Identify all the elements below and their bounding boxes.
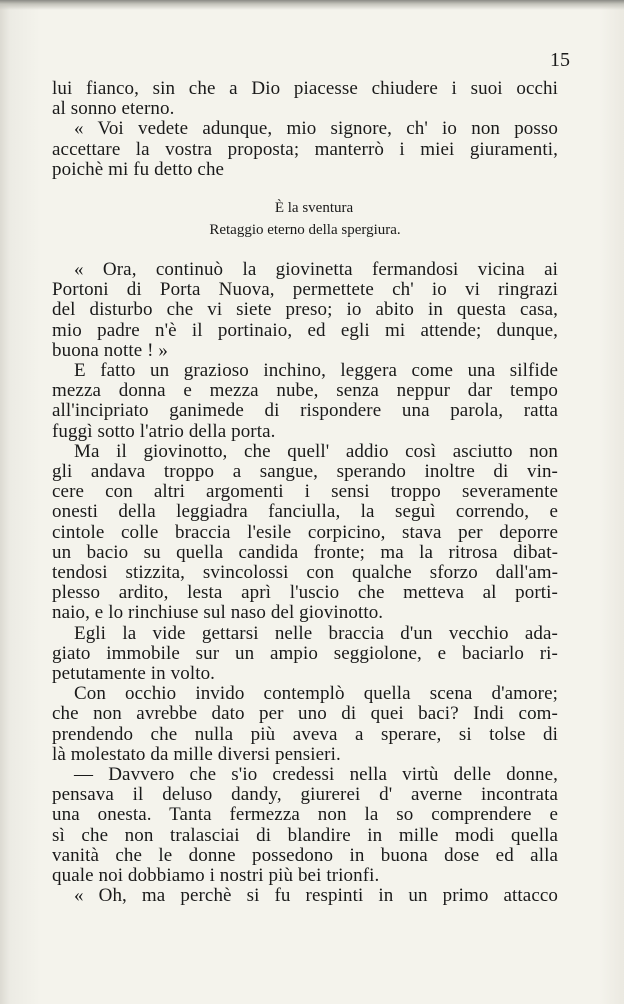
- verse-line: Retaggio eterno della spergiura.: [209, 222, 401, 238]
- text-line: Con occhio invido contemplò quella scena d'amore;: [74, 683, 558, 705]
- text-line: Egli la vide gettarsi nelle braccia d'un vecchio ada-: [74, 622, 558, 644]
- text-line: naio, e lo rinchiuse sul naso del giovinotto.: [52, 602, 384, 624]
- text-line: là molestato da mille diversi pensieri.: [52, 743, 341, 765]
- text-line: pensava il deluso dandy, giurerei d' averne incontrata: [52, 784, 558, 806]
- page-edge-shadow: [0, 0, 624, 10]
- text-line: fuggì sotto l'atrio della porta.: [52, 420, 276, 442]
- text-line: plesso ardito, lesta aprì l'uscio che metteva al porti-: [52, 582, 558, 604]
- text-line: all'incipriato ganimede di rispondere una parola, ratta: [52, 400, 558, 422]
- text-line: onesti della leggiadra fanciulla, la seguì correndo, e: [52, 501, 558, 523]
- verse-quote: [52, 197, 558, 241]
- text-line: Ma il giovinotto, che quell' addio così asciutto non: [74, 440, 558, 462]
- text-block-2: [52, 260, 558, 907]
- verse-line: È la sventura: [274, 200, 354, 216]
- text-line: cere con altri argomenti i sensi troppo severamente: [52, 481, 558, 503]
- text-line: tendosi stizzita, svincolossi con qualche sforzo dall'am-: [52, 562, 558, 584]
- text-line: sì che non tralasciai di blandire in mille modi quella: [52, 824, 558, 846]
- text-line: « Oh, ma perchè si fu respinti in un primo attacco: [74, 885, 558, 907]
- text-line: mezza donna e mezza nube, senza neppur dar tempo: [52, 380, 558, 402]
- text-line: buona notte ! »: [52, 339, 169, 361]
- text-line: prendendo che nulla più aveva a sperare, si tolse di: [52, 723, 558, 745]
- text-line: — Davvero che s'io credessi nella virtù delle donne,: [74, 764, 558, 786]
- text-line: giato immobile sur un ampio seggiolone, e baciarlo ri-: [52, 642, 558, 664]
- text-line: che non avrebbe dato per uno di quei baci? Indi com-: [52, 703, 558, 725]
- text-line: gli andava troppo a sangue, sperando inoltre di vin-: [52, 461, 558, 483]
- text-line: un bacio su quella candida fronte; ma la ritrosa dibat-: [52, 541, 558, 563]
- text-line: petutamente in volto.: [52, 663, 216, 685]
- text-line: accettare la vostra proposta; manterrò i miei giuramenti,: [52, 138, 558, 160]
- text-line: al sonno eterno.: [52, 98, 175, 120]
- text-line: lui fianco, sin che a Dio piacesse chiudere i suoi occhi: [52, 78, 558, 99]
- text-line: una onesta. Tanta fermezza non la so comprendere e: [52, 804, 558, 826]
- text-line: « Ora, continuò la giovinetta fermandosi vicina ai: [74, 259, 558, 280]
- text-line: Portoni di Porta Nuova, permettete ch' io vi ringrazi: [52, 279, 558, 301]
- page-number: 15: [550, 49, 570, 71]
- text-line: mio padre n'è il portinaio, ed egli mi attende; dunque,: [52, 319, 558, 341]
- text-line: « Voi vedete adunque, mio signore, ch' io non posso: [74, 118, 558, 140]
- text-line: quale noi dobbiamo i nostri più bei trionfi.: [52, 865, 380, 887]
- text-line: E fatto un grazioso inchino, leggera come una silfide: [74, 360, 558, 382]
- text-line: vanità che le donne possedono in buona dose ed alla: [52, 844, 558, 866]
- text-block-1: [52, 79, 558, 180]
- text-line: del disturbo che vi siete preso; io abito in questa casa,: [52, 299, 558, 321]
- text-line: poichè mi fu detto che: [52, 158, 225, 180]
- text-line: cintole colle braccia l'esile corpicino, stava per deporre: [52, 521, 558, 543]
